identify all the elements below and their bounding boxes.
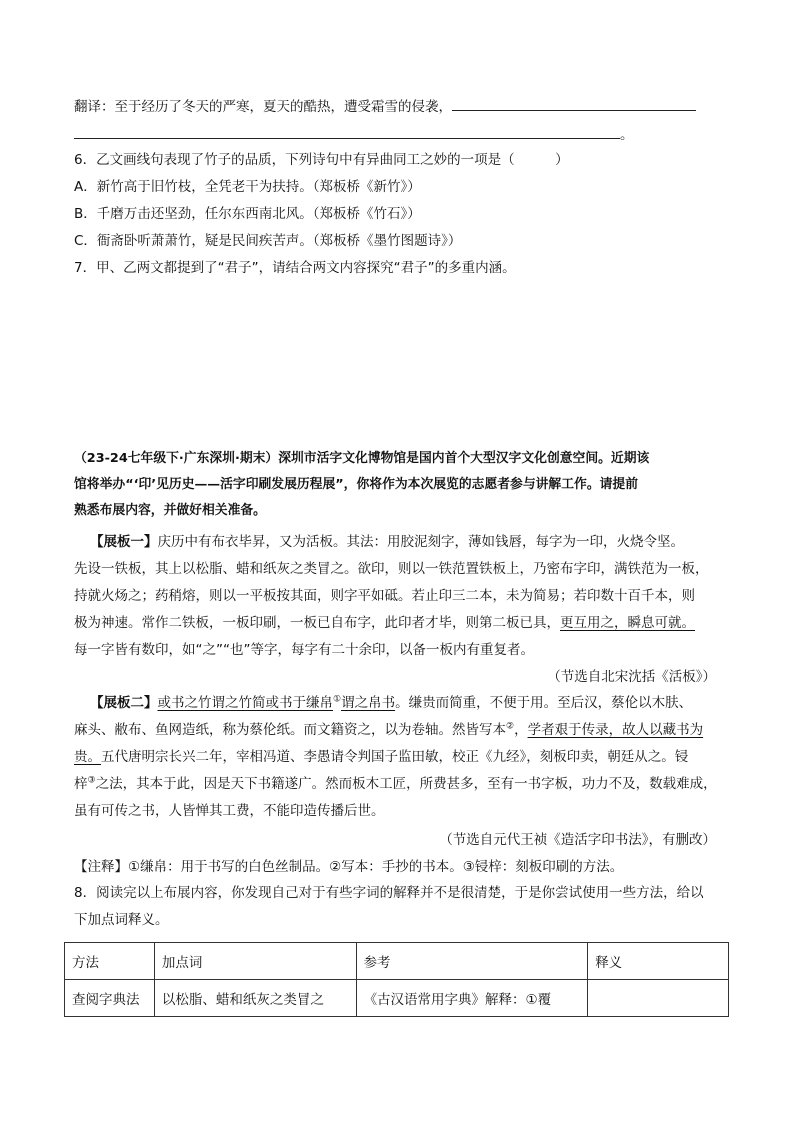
exhibit-2-source: （节选自元代王祯《造活字印书法》，有删改） — [439, 832, 716, 848]
annotation-notes: 【注释】①缣帛：用于书写的白色丝制品。②写本：手抄的书本。③锓梓：刻板印刷的方法。 — [74, 859, 624, 875]
table-header-cell: 参考 — [356, 943, 588, 980]
question-6-option-b: B．千磨万击还坚劲，任尔东西南北风。（郑板桥《竹石》） — [74, 206, 421, 222]
question-6-option-a: A．新竹高于旧竹枝，全凭老干为扶持。（郑板桥《新竹》） — [74, 179, 421, 195]
translation-line-2 — [74, 124, 634, 145]
question-7-stem: 7．甲、乙两文都提到了“君子”，请结合两文内容探究“君子”的多重内涵。 — [74, 260, 516, 276]
exhibit-2-line-5: 虽有可传之书，人皆惮其工费，不能印造传播后世。 — [74, 803, 385, 819]
translation-end-mark: 。 — [620, 127, 634, 143]
exhibit-1-line-5: 每一字皆有数印，如“之”“也”等字，每字有二十余印，以备一板内有重复者。 — [74, 642, 534, 658]
translation-text: 至于经历了冬天的严寒，夏天的酷热，遭受霜雪的侵袭， — [114, 99, 452, 115]
translation-label: 翻译： — [74, 99, 115, 115]
table-header-row — [65, 943, 729, 980]
exhibit-2-line-3: 贵。五代唐明宗长兴二年，宰相冯道、李愚请令判国子监田敏，校正《九经》，刻板印卖，朝廷从之。锓 — [74, 749, 689, 765]
question-8-line-1: 8．阅读完以上布展内容，你发现自己对于有些字词的解释并不是很清楚，于是你尝试使用一些方法，给以 — [74, 885, 704, 901]
answer-blank-2[interactable] — [74, 124, 620, 139]
intro-line-1: （23-24七年级下·广东深圳·期末）深圳市活字文化博物馆是国内首个大型汉字文化创意空间。近期该 — [74, 451, 650, 466]
table-cell: 《古汉语常用字典》解释：①覆 — [356, 980, 588, 1017]
exhibit-2-label: 【展板二】 — [90, 695, 158, 711]
table-cell: 查阅字典法 — [65, 980, 155, 1017]
table-header-cell: 方法 — [65, 943, 155, 980]
intro-line-2: 馆将举办“‘印’见历史——活字印刷发展历程展”，你将作为本次展览的志愿者参与讲解工作。请提前 — [74, 477, 639, 492]
exhibit-2-underlined-sentence-2: 学者艰于传录，故人以藏书为 — [527, 722, 704, 738]
exhibit-2-line-1: 【展板二】或书之竹谓之竹简或书于缣帛①谓之帛书。缣贵而简重，不便于用。至后汉，蔡伦以木肤、 — [90, 694, 693, 711]
table-header-cell: 加点词 — [154, 943, 356, 980]
table-answer-cell[interactable] — [588, 980, 729, 1017]
answer-table — [64, 942, 729, 1017]
exhibit-1-source: （节选自北宋沈括《活板》） — [547, 669, 716, 685]
exhibit-1-line-3: 持就火炀之；药稍熔，则以一平板按其面，则字平如砥。若止印三二本，未为简易；若印数十百千本，则 — [74, 588, 695, 604]
question-6-option-c: C．衙斋卧听萧萧竹，疑是民间疾苦声。（郑板桥《墨竹图题诗》） — [74, 233, 462, 249]
exhibit-1-line-4: 极为神速。常作二铁板，一板印刷，一板已自布字，此印者才毕，则第二板已具，更互用之，瞬息可就。 — [74, 615, 695, 631]
exhibit-1-label: 【展板一】 — [90, 534, 158, 550]
exhibit-2-line-4: 梓③之法，其本于此，因是天下书籍遂广。然而板木工匠，所费甚多，至有一书字板，功力不及，数载难成， — [74, 775, 717, 792]
question-8-line-2: 下加点词释义。 — [74, 912, 169, 928]
exhibit-1-line-1: 【展板一】庆历中有布衣毕昇，又为活板。其法：用胶泥刻字，薄如钱唇，每字为一印，火烧令坚。 — [90, 534, 684, 550]
exhibit-1-underlined-sentence: 更互用之，瞬息可就。 — [560, 615, 695, 631]
exhibit-2-underlined-sentence-1: 或书之竹谓之竹简或书于缣帛 — [157, 695, 333, 711]
question-6-stem: 6．乙文画线句表现了竹子的品质，下列诗句中有异曲同工之妙的一项是（ ） — [74, 152, 569, 168]
table-header-cell: 释义 — [588, 943, 729, 980]
table-row — [65, 980, 729, 1017]
table-cell: 以松脂、蜡和纸灰之类冒之 — [154, 980, 356, 1017]
exhibit-2-line-2: 麻头、敝布、鱼网造纸，称为蔡伦纸。而文籍资之，以为卷轴。然皆写本②，学者艰于传录，故人以藏书为 — [74, 721, 704, 738]
exhibit-1-line-2: 先设一铁板，其上以松脂、蜡和纸灰之类冒之。欲印，则以一铁范置铁板上，乃密布字印，满铁范为一板， — [74, 561, 709, 577]
intro-line-3: 熟悉布展内容，并做好相关准备。 — [74, 503, 266, 518]
answer-blank-1[interactable] — [452, 96, 696, 111]
translation-line — [74, 96, 696, 117]
